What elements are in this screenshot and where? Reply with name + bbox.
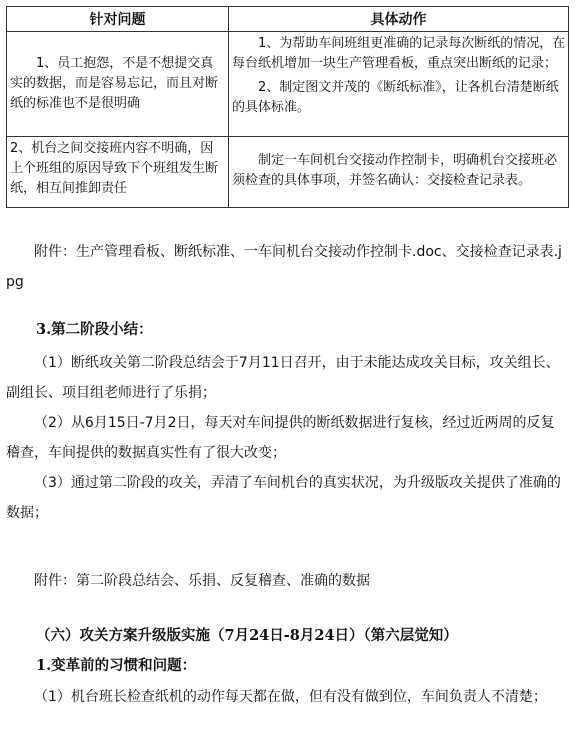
table-header-row [7, 7, 569, 32]
subsection-heading: 1.变革前的习惯和问题： [36, 657, 197, 674]
section-heading: （六）攻关方案升级版实施（7月24日-8月24日）（第六层觉知） [36, 627, 458, 644]
list-item: （1）机台班长检查纸机的动作每天都在做，但有没有做到位，车间负责人不清楚； [34, 689, 547, 705]
column-header-action: 具体动作 [229, 7, 569, 32]
table-row [7, 137, 569, 208]
section-heading: 3.第二阶段小结： [36, 321, 153, 338]
action-item: 2、制定图文并茂的《断纸标准》，让各机台清楚断纸的具体标准。 [232, 80, 559, 115]
table-row [7, 32, 569, 137]
attachment-note: 附件：生产管理看板、断纸标准、一车间机台交接动作控制卡.doc、交接检查记录表.jpg [6, 244, 562, 290]
attachment-note: 附件：第二阶段总结会、乐捐、反复稽查、准确的数据 [34, 573, 370, 589]
action-item: 1、为帮助车间班组更准确的记录每次断纸的情况，在每台纸机增加一块生产管理看板，重点突出断纸的记录； [232, 36, 566, 71]
problem-cell: 1、员工抱怨，不是不想提交真实的数据，而是容易忘记，而且对断纸的标准也不是很明确 [10, 56, 219, 111]
problem-action-table [6, 6, 569, 208]
summary-item: （2）从6月15日-7月2日，每天对车间提供的断纸数据进行复核，经过近两周的反复稽查，车间提供的数据真实性有了很大改变； [6, 415, 555, 461]
action-item: 制定一车间机台交接动作控制卡，明确机台交接班必须检查的具体事项，并签名确认：交接检查记录表。 [232, 153, 558, 188]
summary-item: （3）通过第二阶段的攻关，弄清了车间机台的真实状况，为升级版攻关提供了准确的数据； [6, 475, 561, 521]
summary-item: （1）断纸攻关第二阶段总结会于7月11日召开，由于未能达成攻关目标，攻关组长、副组长、项目组老师进行了乐捐； [6, 355, 560, 401]
problem-cell: 2、机台之间交接班内容不明确，因上个班组的原因导致下个班组发生断纸，相互间推卸责任 [10, 141, 219, 196]
column-header-problem: 针对问题 [7, 7, 229, 32]
